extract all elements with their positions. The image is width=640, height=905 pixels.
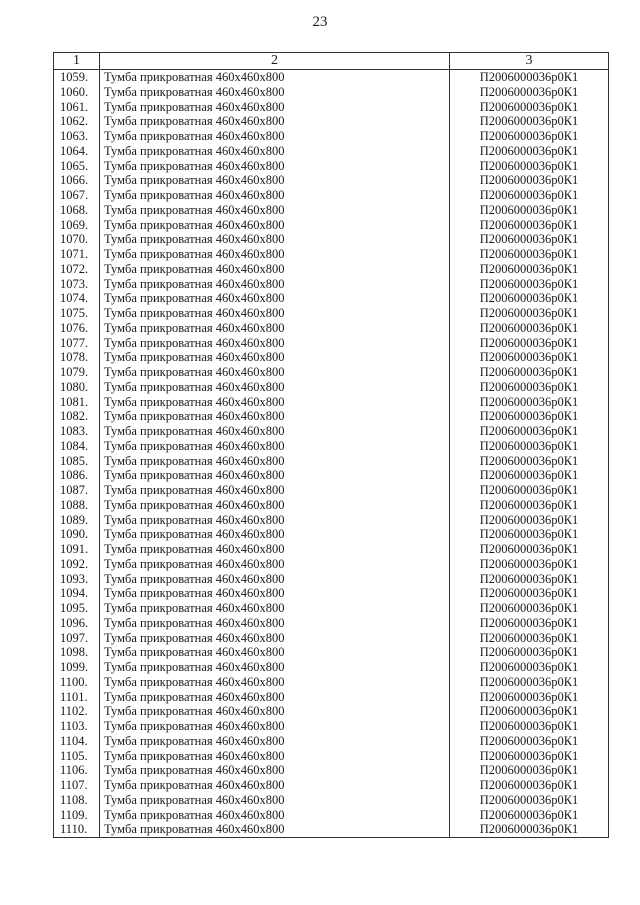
column-header-1: 1 [54,53,100,70]
row-number: 1109. [54,808,100,823]
item-code: П2006000036р0К1 [450,173,609,188]
table-row [54,542,609,557]
row-number: 1089. [54,513,100,528]
item-name: Тумба прикроватная 460х460х800 [100,306,450,321]
table-body [54,70,609,838]
item-code: П2006000036р0К1 [450,306,609,321]
item-code: П2006000036р0К1 [450,129,609,144]
table-row [54,306,609,321]
item-code: П2006000036р0К1 [450,513,609,528]
item-code: П2006000036р0К1 [450,557,609,572]
row-number: 1108. [54,793,100,808]
row-number: 1082. [54,409,100,424]
item-name: Тумба прикроватная 460х460х800 [100,247,450,262]
item-code: П2006000036р0К1 [450,188,609,203]
row-number: 1086. [54,468,100,483]
row-number: 1065. [54,159,100,174]
table-row [54,749,609,764]
table-row [54,631,609,646]
item-code: П2006000036р0К1 [450,336,609,351]
table-row [54,675,609,690]
item-name: Тумба прикроватная 460х460х800 [100,203,450,218]
item-code: П2006000036р0К1 [450,454,609,469]
row-number: 1079. [54,365,100,380]
item-name: Тумба прикроватная 460х460х800 [100,704,450,719]
item-code: П2006000036р0К1 [450,675,609,690]
row-number: 1101. [54,690,100,705]
table-row [54,114,609,129]
item-code: П2006000036р0К1 [450,645,609,660]
item-name: Тумба прикроватная 460х460х800 [100,380,450,395]
row-number: 1105. [54,749,100,764]
table-row [54,291,609,306]
column-header-2: 2 [100,53,450,70]
item-name: Тумба прикроватная 460х460х800 [100,321,450,336]
item-code: П2006000036р0К1 [450,144,609,159]
item-code: П2006000036р0К1 [450,808,609,823]
table-row [54,365,609,380]
table-row [54,601,609,616]
table-row [54,822,609,837]
item-name: Тумба прикроватная 460х460х800 [100,129,450,144]
item-code: П2006000036р0К1 [450,778,609,793]
table-row [54,527,609,542]
item-code: П2006000036р0К1 [450,321,609,336]
item-code: П2006000036р0К1 [450,409,609,424]
item-code: П2006000036р0К1 [450,527,609,542]
table-row [54,321,609,336]
row-number: 1093. [54,572,100,587]
row-number: 1062. [54,114,100,129]
item-name: Тумба прикроватная 460х460х800 [100,159,450,174]
table-row [54,247,609,262]
item-name: Тумба прикроватная 460х460х800 [100,498,450,513]
item-name: Тумба прикроватная 460х460х800 [100,527,450,542]
item-code: П2006000036р0К1 [450,483,609,498]
item-name: Тумба прикроватная 460х460х800 [100,395,450,410]
item-code: П2006000036р0К1 [450,424,609,439]
table-row [54,409,609,424]
item-name: Тумба прикроватная 460х460х800 [100,483,450,498]
item-name: Тумба прикроватная 460х460х800 [100,409,450,424]
table-row [54,380,609,395]
row-number: 1080. [54,380,100,395]
item-name: Тумба прикроватная 460х460х800 [100,675,450,690]
item-code: П2006000036р0К1 [450,114,609,129]
item-name: Тумба прикроватная 460х460х800 [100,616,450,631]
item-name: Тумба прикроватная 460х460х800 [100,586,450,601]
row-number: 1063. [54,129,100,144]
table-row [54,498,609,513]
table-row [54,660,609,675]
item-name: Тумба прикроватная 460х460х800 [100,822,450,837]
item-name: Тумба прикроватная 460х460х800 [100,808,450,823]
item-code: П2006000036р0К1 [450,159,609,174]
item-name: Тумба прикроватная 460х460х800 [100,749,450,764]
item-code: П2006000036р0К1 [450,380,609,395]
item-name: Тумба прикроватная 460х460х800 [100,188,450,203]
item-code: П2006000036р0К1 [450,719,609,734]
row-number: 1097. [54,631,100,646]
item-name: Тумба прикроватная 460х460х800 [100,439,450,454]
table-row [54,70,609,85]
table-row [54,763,609,778]
table-row [54,100,609,115]
row-number: 1087. [54,483,100,498]
item-code: П2006000036р0К1 [450,542,609,557]
item-name: Тумба прикроватная 460х460х800 [100,719,450,734]
row-number: 1072. [54,262,100,277]
item-code: П2006000036р0К1 [450,749,609,764]
item-name: Тумба прикроватная 460х460х800 [100,100,450,115]
row-number: 1081. [54,395,100,410]
row-number: 1092. [54,557,100,572]
row-number: 1094. [54,586,100,601]
item-name: Тумба прикроватная 460х460х800 [100,70,450,85]
item-code: П2006000036р0К1 [450,70,609,85]
item-code: П2006000036р0К1 [450,365,609,380]
item-code: П2006000036р0К1 [450,232,609,247]
row-number: 1098. [54,645,100,660]
item-code: П2006000036р0К1 [450,616,609,631]
row-number: 1085. [54,454,100,469]
table-row [54,793,609,808]
row-number: 1110. [54,822,100,837]
item-code: П2006000036р0К1 [450,395,609,410]
item-code: П2006000036р0К1 [450,572,609,587]
item-name: Тумба прикроватная 460х460х800 [100,468,450,483]
table-row [54,144,609,159]
row-number: 1071. [54,247,100,262]
item-name: Тумба прикроватная 460х460х800 [100,557,450,572]
table-row [54,586,609,601]
table-row [54,616,609,631]
item-code: П2006000036р0К1 [450,498,609,513]
row-number: 1067. [54,188,100,203]
item-name: Тумба прикроватная 460х460х800 [100,645,450,660]
item-code: П2006000036р0К1 [450,218,609,233]
table-row [54,572,609,587]
item-name: Тумба прикроватная 460х460х800 [100,793,450,808]
table-row [54,129,609,144]
page-number: 23 [312,14,328,30]
item-code: П2006000036р0К1 [450,468,609,483]
item-code: П2006000036р0К1 [450,631,609,646]
table-row [54,808,609,823]
row-number: 1102. [54,704,100,719]
item-code: П2006000036р0К1 [450,247,609,262]
table-header-row [54,53,609,70]
table-row [54,557,609,572]
row-number: 1077. [54,336,100,351]
item-name: Тумба прикроватная 460х460х800 [100,291,450,306]
item-name: Тумба прикроватная 460х460х800 [100,336,450,351]
column-header-3: 3 [450,53,609,70]
table-row [54,203,609,218]
table-row [54,218,609,233]
item-name: Тумба прикроватная 460х460х800 [100,173,450,188]
items-table [53,52,609,838]
table-row [54,778,609,793]
item-name: Тумба прикроватная 460х460х800 [100,454,450,469]
table-row [54,350,609,365]
item-code: П2006000036р0К1 [450,660,609,675]
item-code: П2006000036р0К1 [450,734,609,749]
row-number: 1078. [54,350,100,365]
table-row [54,439,609,454]
row-number: 1070. [54,232,100,247]
item-name: Тумба прикроватная 460х460х800 [100,734,450,749]
item-name: Тумба прикроватная 460х460х800 [100,601,450,616]
row-number: 1091. [54,542,100,557]
row-number: 1084. [54,439,100,454]
row-number: 1068. [54,203,100,218]
table-row [54,734,609,749]
row-number: 1103. [54,719,100,734]
row-number: 1096. [54,616,100,631]
row-number: 1088. [54,498,100,513]
item-code: П2006000036р0К1 [450,601,609,616]
row-number: 1100. [54,675,100,690]
table-row [54,719,609,734]
table-row [54,645,609,660]
row-number: 1076. [54,321,100,336]
table-row [54,468,609,483]
table-row [54,690,609,705]
item-code: П2006000036р0К1 [450,690,609,705]
item-name: Тумба прикроватная 460х460х800 [100,763,450,778]
row-number: 1099. [54,660,100,675]
item-code: П2006000036р0К1 [450,586,609,601]
item-name: Тумба прикроватная 460х460х800 [100,424,450,439]
row-number: 1104. [54,734,100,749]
item-name: Тумба прикроватная 460х460х800 [100,542,450,557]
item-name: Тумба прикроватная 460х460х800 [100,365,450,380]
item-code: П2006000036р0К1 [450,439,609,454]
item-code: П2006000036р0К1 [450,203,609,218]
row-number: 1090. [54,527,100,542]
table-row [54,232,609,247]
row-number: 1073. [54,277,100,292]
row-number: 1075. [54,306,100,321]
item-name: Тумба прикроватная 460х460х800 [100,778,450,793]
item-code: П2006000036р0К1 [450,793,609,808]
table-row [54,173,609,188]
row-number: 1059. [54,70,100,85]
item-name: Тумба прикроватная 460х460х800 [100,350,450,365]
item-name: Тумба прикроватная 460х460х800 [100,572,450,587]
item-code: П2006000036р0К1 [450,704,609,719]
table-row [54,262,609,277]
table-row [54,424,609,439]
item-code: П2006000036р0К1 [450,262,609,277]
item-name: Тумба прикроватная 460х460х800 [100,660,450,675]
row-number: 1095. [54,601,100,616]
table-row [54,159,609,174]
table-row [54,395,609,410]
table-row [54,704,609,719]
item-name: Тумба прикроватная 460х460х800 [100,262,450,277]
item-name: Тумба прикроватная 460х460х800 [100,690,450,705]
item-code: П2006000036р0К1 [450,100,609,115]
item-name: Тумба прикроватная 460х460х800 [100,114,450,129]
table-row [54,483,609,498]
row-number: 1107. [54,778,100,793]
row-number: 1069. [54,218,100,233]
table-row [54,85,609,100]
item-code: П2006000036р0К1 [450,291,609,306]
row-number: 1064. [54,144,100,159]
table-row [54,336,609,351]
item-code: П2006000036р0К1 [450,822,609,837]
row-number: 1074. [54,291,100,306]
item-name: Тумба прикроватная 460х460х800 [100,144,450,159]
table-row [54,277,609,292]
item-name: Тумба прикроватная 460х460х800 [100,277,450,292]
table-row [54,454,609,469]
row-number: 1106. [54,763,100,778]
table-header [54,53,609,70]
row-number: 1083. [54,424,100,439]
item-code: П2006000036р0К1 [450,763,609,778]
item-code: П2006000036р0К1 [450,85,609,100]
table-row [54,513,609,528]
item-name: Тумба прикроватная 460х460х800 [100,513,450,528]
item-name: Тумба прикроватная 460х460х800 [100,85,450,100]
table-row [54,188,609,203]
row-number: 1066. [54,173,100,188]
item-name: Тумба прикроватная 460х460х800 [100,631,450,646]
row-number: 1061. [54,100,100,115]
row-number: 1060. [54,85,100,100]
item-code: П2006000036р0К1 [450,350,609,365]
item-code: П2006000036р0К1 [450,277,609,292]
item-name: Тумба прикроватная 460х460х800 [100,232,450,247]
item-name: Тумба прикроватная 460х460х800 [100,218,450,233]
